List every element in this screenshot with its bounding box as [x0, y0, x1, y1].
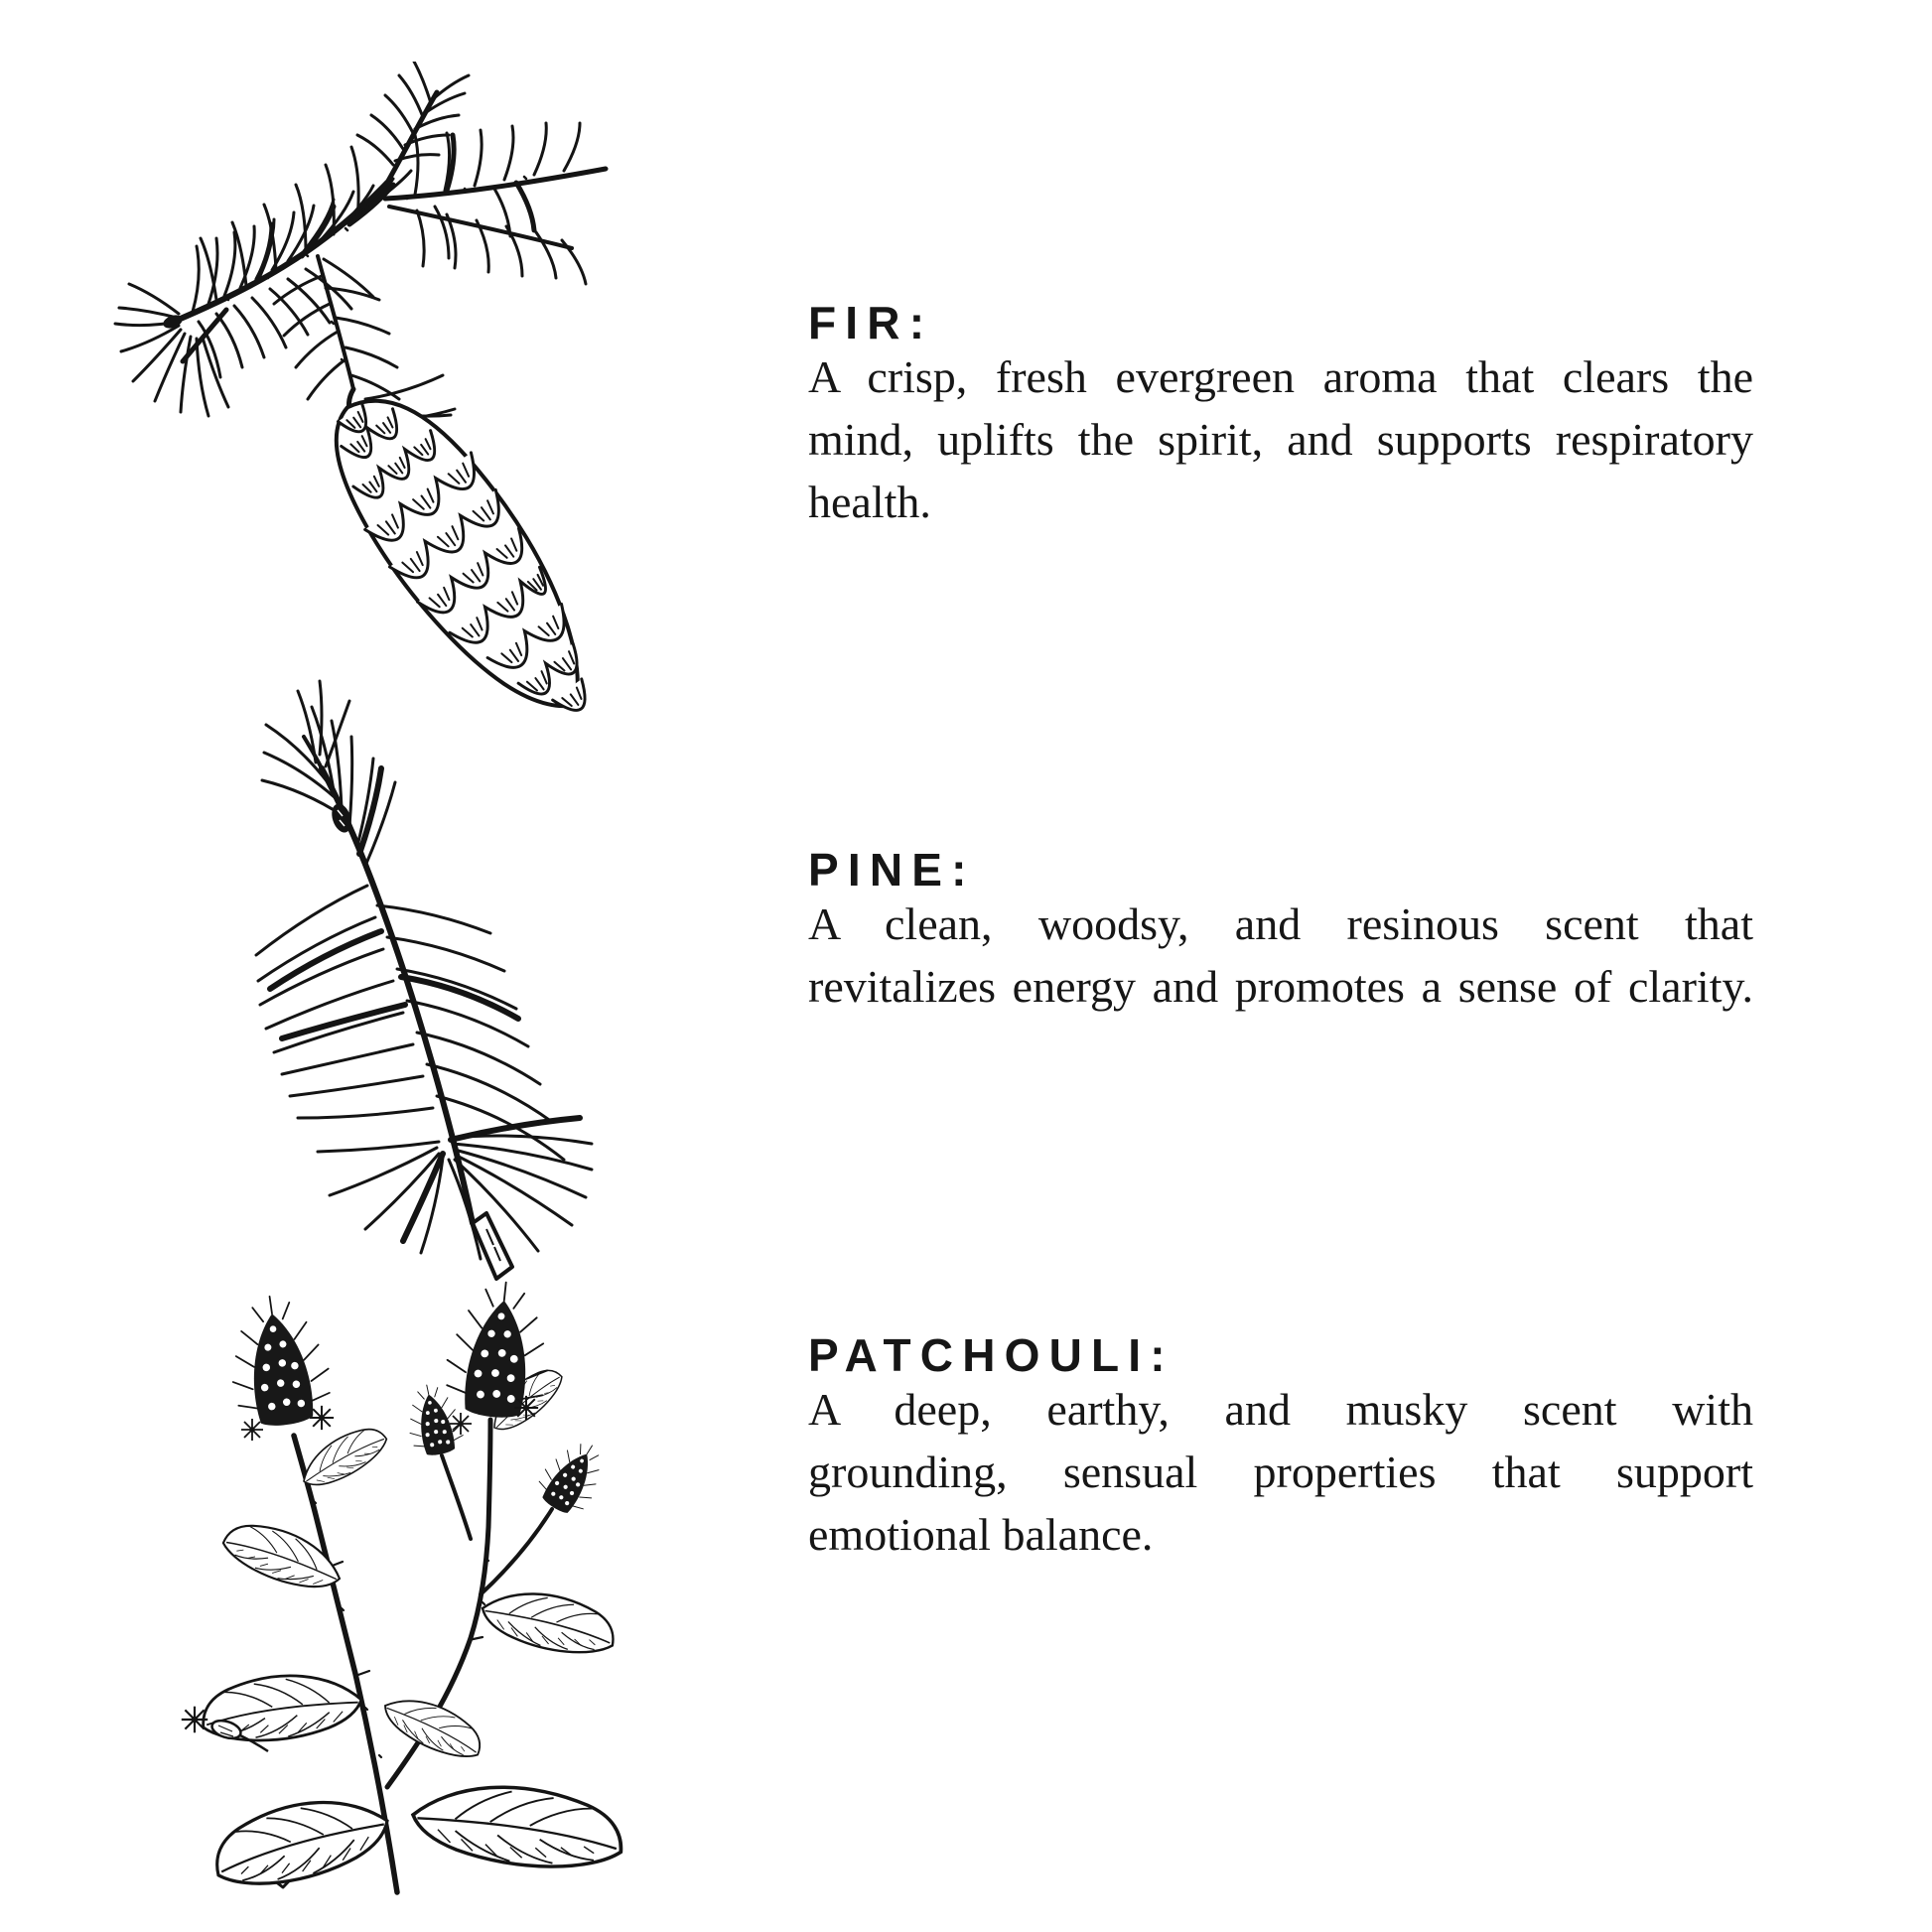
patchouli-plant-icon — [91, 1279, 652, 1902]
fir-description-line-1: A crisp, fresh evergreen aroma that clears the — [808, 351, 1753, 402]
pine-branch-icon — [157, 671, 623, 1295]
patchouli-description-line-3: emotional balance. — [808, 1509, 1154, 1560]
section-patchouli — [808, 1329, 1753, 1566]
pine-branch-illustration — [157, 671, 623, 1295]
section-fir — [808, 297, 1753, 533]
patchouli-heading: PATCHOULI: — [808, 1329, 1174, 1381]
section-pine — [808, 844, 1753, 1018]
fir-description — [808, 345, 1753, 533]
patchouli-plant-illustration — [91, 1279, 652, 1902]
pine-description-line-1: A clean, woodsy, and resinous scent that — [808, 898, 1753, 949]
pine-description — [808, 893, 1753, 1018]
fir-description-line-2: mind, uplifts the spirit, and supports respiratory — [808, 414, 1753, 465]
pine-heading: PINE: — [808, 844, 976, 896]
fir-description-line-3: health. — [808, 477, 931, 527]
fir-heading: FIR: — [808, 297, 934, 348]
patchouli-description-line-2: grounding, sensual properties that support — [808, 1447, 1753, 1497]
pine-description-line-2: revitalizes energy and promotes a sense of clarity. — [808, 961, 1753, 1012]
patchouli-description-line-1: A deep, earthy, and musky scent with — [808, 1384, 1753, 1435]
patchouli-description — [808, 1378, 1753, 1566]
fir-branch-cone-icon — [107, 62, 663, 757]
fir-branch-cone-illustration — [107, 62, 663, 757]
